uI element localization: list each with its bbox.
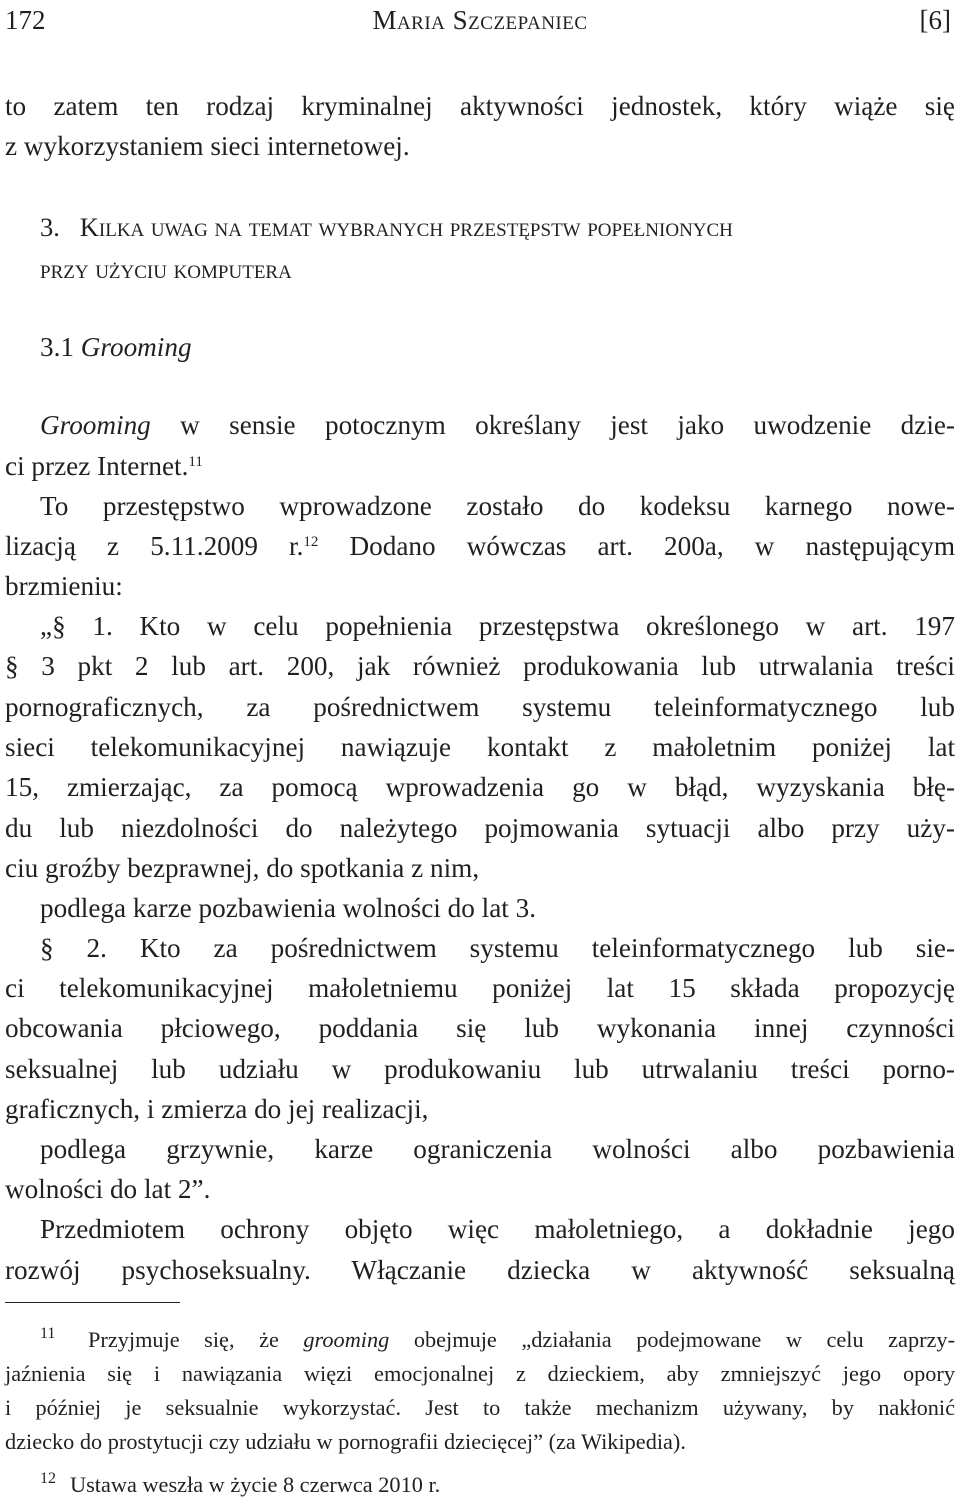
quote-line: „§ 1. Kto w celu popełnienia przestępstwa określonego w art. 197	[40, 611, 955, 641]
footnote-number-11: 11	[40, 1325, 56, 1342]
running-head	[5, 0, 955, 40]
running-head-author: Maria Szczepaniec	[372, 5, 588, 35]
para2-line-3: brzmieniu:	[5, 571, 123, 601]
footnote-11-line-2: jaźnienia się i nawiązania więzi emocjonalnej z dzieckiem, aby zmniejszyć jego opory	[5, 1361, 955, 1386]
section-title-1: Kilka uwag na temat wybranych przestępstw popełnionych	[79, 212, 733, 242]
section-heading-line-1	[40, 207, 733, 247]
para3-line-1: Przedmiotem ochrony objęto więc małoletniego, a dokładnie jego	[40, 1214, 955, 1244]
quote-line: obcowania płciowego, poddania się lub wykonania innej czynności	[5, 1013, 955, 1043]
intro-line-1: to zatem ten rodzaj kryminalnej aktywności jednostek, który wiąże się	[5, 91, 955, 121]
footnote-12: 12 Ustawa weszła w życie 8 czerwca 2010 r.	[40, 1468, 960, 1502]
quote-line: § 2. Kto za pośrednictwem systemu teleinformatycznego lub sie-	[40, 933, 955, 963]
quote-line: graficznych, i zmierza do jej realizacji,	[5, 1094, 429, 1124]
quote-line: ciu groźby bezprawnej, do spotkania z nim,	[5, 853, 480, 883]
grooming-term: Grooming	[40, 410, 151, 440]
quote-line: wolności do lat 2”.	[5, 1174, 211, 1204]
quote-line: pornograficznych, za pośrednictwem systemu teleinformatycznego lub	[5, 692, 955, 722]
quote-line: seksualnej lub udziału w produkowaniu lub utrwalaniu treści porno-	[5, 1054, 955, 1084]
para2-line-1: To przestępstwo wprowadzone zostało do kodeksu karnego nowe-	[40, 491, 955, 521]
quote-line: sieci telekomunikacyjnej nawiązuje kontakt z małoletnim poniżej lat	[5, 732, 955, 762]
quote-line: podlega karze pozbawienia wolności do lat 3.	[40, 893, 536, 923]
page-number: 172	[5, 5, 46, 35]
quote-line: 15, zmierzając, za pomocą wprowadzenia go w błąd, wyzyskania błę-	[5, 772, 955, 802]
subsection-title: Grooming	[80, 332, 192, 362]
quote-line: § 3 pkt 2 lub art. 200, jak również produkowania lub utrwalania treści	[5, 651, 955, 681]
footnote-rule	[5, 1302, 180, 1303]
quote-line: ci telekomunikacyjnej małoletniemu poniżej lat 15 składa propozycję	[5, 973, 955, 1003]
subsection-heading	[40, 327, 192, 367]
section-number: 3.	[40, 212, 60, 242]
footnote-ref-12[interactable]: 12	[303, 534, 319, 550]
quote-line: podlega grzywnie, karze ograniczenia wolności albo pozbawienia	[40, 1134, 955, 1164]
footnote-11-line-4: dziecko do prostytucji czy udziału w pornografii dziecięcej” (za Wikipedia).	[5, 1429, 686, 1454]
footnote-11-line-1: 11 Przyjmuje się, że grooming obejmuje „działania podejmowane w celu zaprzy-	[40, 1323, 955, 1357]
subsection-number: 3.1	[40, 332, 74, 362]
para3-line-2: rozwój psychoseksualny. Włączanie dziecka w aktywność seksualną	[5, 1255, 955, 1285]
footnote-11-line-3: i później je seksualnie wykorzystać. Jest to także mechanizm używany, by nakłonić	[5, 1395, 955, 1420]
footnote-ref-11[interactable]: 11	[188, 454, 203, 470]
para1-line-1: Grooming w sensie potocznym określany jest jako uwodzenie dzie-	[40, 410, 955, 440]
section-heading-line-2: przy użyciu komputera	[40, 254, 292, 284]
para1-line-2: ci przez Internet.$^{11}$	[5, 451, 203, 481]
intro-line-2: z wykorzystaniem sieci internetowej.	[5, 131, 410, 161]
quote-line: du lub niezdolności do należytego pojmowania sytuacji albo przy uży-	[5, 813, 955, 843]
footnote-number-12: 12	[40, 1470, 56, 1487]
para2-line-2: lizacją z 5.11.2009 r.$^{12}$ Dodano wówczas art. 200a, w następującym	[5, 531, 955, 561]
chapter-marker: [6]	[919, 5, 951, 35]
